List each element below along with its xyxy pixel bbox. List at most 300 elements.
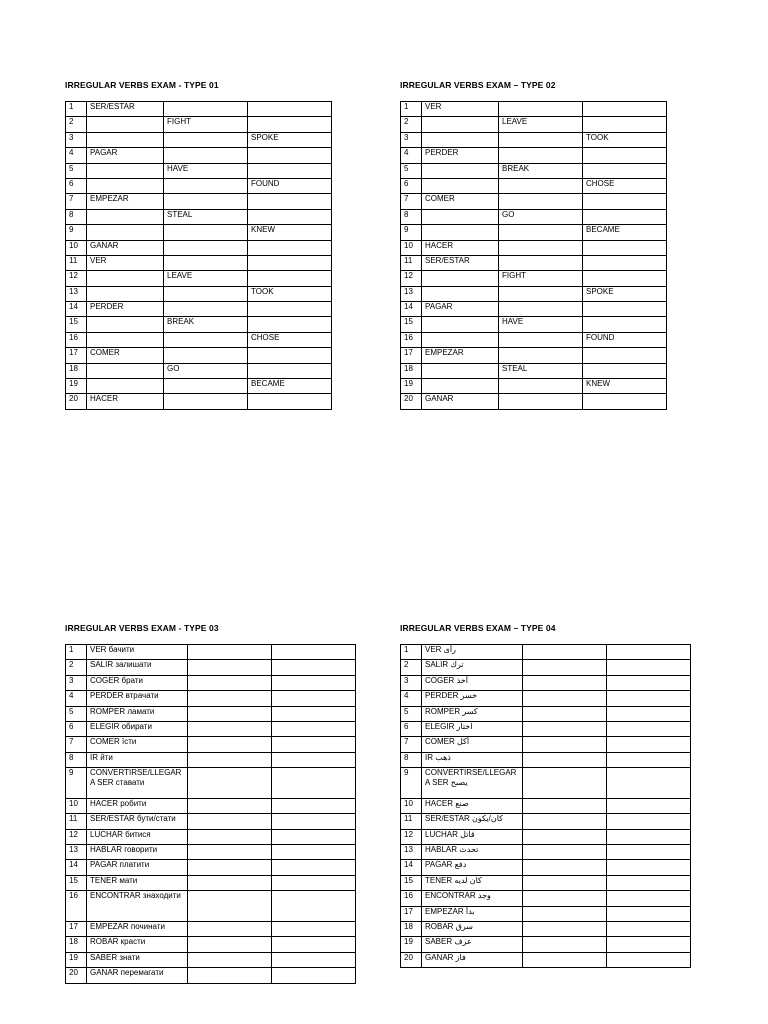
table-row [66, 271, 332, 286]
past-participle-cell [583, 102, 667, 117]
past-simple-cell [188, 952, 272, 967]
past-participle-cell [583, 148, 667, 163]
spanish-verb-cell: ENCONTRAR знаходити [87, 891, 188, 922]
past-simple-cell [188, 768, 272, 799]
spanish-verb-cell: PAGAR платити [87, 860, 188, 875]
spanish-verb-cell: SER/ESTAR [422, 255, 499, 270]
spanish-verb-cell: ELEGIR اختار [422, 721, 523, 736]
past-participle-cell [583, 317, 667, 332]
spanish-verb-cell: ROMPER ламати [87, 706, 188, 721]
row-number-cell: 5 [66, 706, 87, 721]
past-simple-cell [164, 148, 248, 163]
past-simple-cell [523, 691, 607, 706]
past-participle-cell: CHOSE [583, 178, 667, 193]
spanish-verb-cell: GANAR [422, 394, 499, 409]
past-participle-cell [583, 209, 667, 224]
table-row [66, 937, 356, 952]
spanish-verb-cell [422, 332, 499, 347]
table-row [66, 379, 332, 394]
past-participle-cell [607, 737, 691, 752]
row-number-cell: 15 [66, 875, 87, 890]
spanish-verb-cell: EMPEZAR بدأ [422, 906, 523, 921]
row-number-cell: 3 [66, 132, 87, 147]
spanish-verb-cell: SER/ESTAR كان/يكون [422, 814, 523, 829]
table-row [66, 675, 356, 690]
table-row [66, 194, 332, 209]
exam-title: IRREGULAR VERBS EXAM - TYPE 03 [65, 623, 219, 633]
row-number-cell: 9 [66, 768, 87, 799]
past-simple-cell [523, 891, 607, 906]
spanish-verb-cell: IR ذهب [422, 752, 523, 767]
row-number-cell: 12 [66, 829, 87, 844]
row-number-cell: 18 [401, 922, 422, 937]
table-row [401, 814, 691, 829]
table-row [401, 768, 691, 799]
table-row [401, 132, 667, 147]
table-row [401, 922, 691, 937]
row-number-cell: 11 [66, 255, 87, 270]
table-row [66, 829, 356, 844]
row-number-cell: 3 [66, 675, 87, 690]
verbs-table [65, 644, 356, 984]
past-participle-cell [272, 814, 356, 829]
past-participle-cell [272, 737, 356, 752]
table-row [401, 721, 691, 736]
past-simple-cell [188, 675, 272, 690]
row-number-cell: 7 [66, 737, 87, 752]
row-number-cell: 13 [66, 286, 87, 301]
spanish-verb-cell: HABLAR говорити [87, 845, 188, 860]
past-simple-cell [164, 102, 248, 117]
past-simple-cell [188, 721, 272, 736]
spanish-verb-cell [87, 117, 164, 132]
table-row [66, 737, 356, 752]
past-simple-cell [164, 240, 248, 255]
row-number-cell: 18 [66, 937, 87, 952]
spanish-verb-cell: LUCHAR битися [87, 829, 188, 844]
past-participle-cell [248, 348, 332, 363]
spanish-verb-cell [87, 178, 164, 193]
past-simple-cell [499, 148, 583, 163]
table-row [401, 829, 691, 844]
table-row [66, 209, 332, 224]
verbs-table [65, 101, 332, 410]
row-number-cell: 5 [401, 706, 422, 721]
past-participle-cell: TOOK [248, 286, 332, 301]
past-simple-cell [499, 286, 583, 301]
spanish-verb-cell: COGER брати [87, 675, 188, 690]
past-participle-cell [607, 922, 691, 937]
table-row [66, 814, 356, 829]
table-row [401, 691, 691, 706]
past-participle-cell [607, 845, 691, 860]
spanish-verb-cell: PERDER خسر [422, 691, 523, 706]
row-number-cell: 10 [401, 798, 422, 813]
table-row [401, 225, 667, 240]
past-participle-cell [583, 255, 667, 270]
spanish-verb-cell [87, 363, 164, 378]
past-simple-cell [523, 737, 607, 752]
spanish-verb-cell: COMER їсти [87, 737, 188, 752]
spanish-verb-cell [422, 117, 499, 132]
row-number-cell: 4 [401, 691, 422, 706]
row-number-cell: 8 [66, 209, 87, 224]
past-participle-cell [248, 271, 332, 286]
past-simple-cell [499, 178, 583, 193]
table-row [66, 225, 332, 240]
past-participle-cell [272, 891, 356, 922]
past-participle-cell [607, 645, 691, 660]
table-row [66, 645, 356, 660]
past-participle-cell [272, 798, 356, 813]
row-number-cell: 13 [401, 286, 422, 301]
past-simple-cell [523, 675, 607, 690]
exam-type-03 [65, 622, 356, 984]
past-participle-cell [583, 240, 667, 255]
row-number-cell: 7 [401, 194, 422, 209]
spanish-verb-cell: PERDER втрачати [87, 691, 188, 706]
past-participle-cell: KNEW [583, 379, 667, 394]
past-participle-cell [272, 968, 356, 983]
past-simple-cell: BREAK [164, 317, 248, 332]
past-simple-cell [499, 348, 583, 363]
row-number-cell: 3 [401, 132, 422, 147]
table-row [66, 102, 332, 117]
past-participle-cell [248, 102, 332, 117]
spanish-verb-cell: SABER عرف [422, 937, 523, 952]
past-simple-cell [499, 379, 583, 394]
past-participle-cell: SPOKE [583, 286, 667, 301]
past-simple-cell [523, 845, 607, 860]
table-row [66, 348, 332, 363]
row-number-cell: 10 [66, 798, 87, 813]
table-row [401, 102, 667, 117]
row-number-cell: 1 [401, 645, 422, 660]
table-row [401, 394, 667, 409]
spanish-verb-cell [87, 379, 164, 394]
row-number-cell: 19 [66, 379, 87, 394]
table-row [401, 891, 691, 906]
table-row [401, 952, 691, 967]
table-row [66, 286, 332, 301]
spanish-verb-cell: HACER [422, 240, 499, 255]
row-number-cell: 18 [66, 363, 87, 378]
table-row [66, 163, 332, 178]
spanish-verb-cell: SALIR залишати [87, 660, 188, 675]
spanish-verb-cell: EMPEZAR починати [87, 922, 188, 937]
table-row [401, 752, 691, 767]
table-row [401, 875, 691, 890]
row-number-cell: 13 [401, 845, 422, 860]
spanish-verb-cell: CONVERTIRSE/LLEGAR A SER يصبح [422, 768, 523, 799]
spanish-verb-cell [87, 209, 164, 224]
spanish-verb-cell: SER/ESTAR [87, 102, 164, 117]
table-row [401, 675, 691, 690]
past-participle-cell [248, 317, 332, 332]
table-row [66, 706, 356, 721]
spanish-verb-cell: CONVERTIRSE/LLEGAR A SER ставати [87, 768, 188, 799]
row-number-cell: 2 [401, 117, 422, 132]
table-row [401, 937, 691, 952]
table-row [66, 798, 356, 813]
past-simple-cell [523, 798, 607, 813]
past-participle-cell [248, 194, 332, 209]
table-row [66, 660, 356, 675]
past-participle-cell [583, 163, 667, 178]
past-participle-cell [272, 752, 356, 767]
table-row [66, 148, 332, 163]
past-simple-cell [523, 645, 607, 660]
past-participle-cell [607, 875, 691, 890]
past-participle-cell [272, 937, 356, 952]
past-simple-cell [164, 255, 248, 270]
table-row [401, 363, 667, 378]
past-simple-cell [188, 798, 272, 813]
row-number-cell: 5 [66, 163, 87, 178]
past-simple-cell [499, 302, 583, 317]
table-row [401, 737, 691, 752]
past-simple-cell [523, 768, 607, 799]
row-number-cell: 13 [66, 845, 87, 860]
past-simple-cell [188, 968, 272, 983]
past-participle-cell [583, 348, 667, 363]
past-simple-cell [164, 348, 248, 363]
exam-type-01 [65, 79, 332, 410]
table-row [401, 302, 667, 317]
past-participle-cell [248, 302, 332, 317]
past-participle-cell [607, 721, 691, 736]
past-participle-cell [272, 691, 356, 706]
past-participle-cell [607, 706, 691, 721]
past-participle-cell: KNEW [248, 225, 332, 240]
spanish-verb-cell: VER [87, 255, 164, 270]
row-number-cell: 11 [401, 814, 422, 829]
past-participle-cell [248, 363, 332, 378]
spanish-verb-cell: PERDER [87, 302, 164, 317]
spanish-verb-cell [422, 363, 499, 378]
spanish-verb-cell [422, 163, 499, 178]
exam-title: IRREGULAR VERBS EXAM – TYPE 04 [400, 623, 556, 633]
past-simple-cell [188, 737, 272, 752]
table-row [66, 255, 332, 270]
past-simple-cell: LEAVE [164, 271, 248, 286]
table-row [66, 952, 356, 967]
past-simple-cell [499, 240, 583, 255]
past-participle-cell [583, 363, 667, 378]
past-simple-cell [164, 302, 248, 317]
spanish-verb-cell: COMER [87, 348, 164, 363]
spanish-verb-cell: ELEGIR обирати [87, 721, 188, 736]
table-row [401, 379, 667, 394]
past-participle-cell [272, 660, 356, 675]
past-participle-cell [272, 675, 356, 690]
past-simple-cell [164, 332, 248, 347]
past-simple-cell: LEAVE [499, 117, 583, 132]
past-simple-cell [499, 225, 583, 240]
past-simple-cell [188, 691, 272, 706]
table-row [66, 117, 332, 132]
past-simple-cell [523, 721, 607, 736]
row-number-cell: 20 [66, 968, 87, 983]
spanish-verb-cell: VER [422, 102, 499, 117]
past-participle-cell [607, 829, 691, 844]
row-number-cell: 15 [401, 317, 422, 332]
row-number-cell: 19 [401, 379, 422, 394]
past-simple-cell [164, 194, 248, 209]
past-simple-cell [164, 132, 248, 147]
spanish-verb-cell: PAGAR دفع [422, 860, 523, 875]
spanish-verb-cell: COGER أخذ [422, 675, 523, 690]
row-number-cell: 16 [401, 332, 422, 347]
table-row [66, 317, 332, 332]
past-simple-cell [188, 645, 272, 660]
table-row [401, 660, 691, 675]
row-number-cell: 7 [66, 194, 87, 209]
past-simple-cell [164, 178, 248, 193]
past-simple-cell [188, 937, 272, 952]
past-participle-cell [248, 148, 332, 163]
row-number-cell: 16 [66, 332, 87, 347]
past-participle-cell [248, 163, 332, 178]
past-participle-cell [583, 302, 667, 317]
past-participle-cell: TOOK [583, 132, 667, 147]
row-number-cell: 17 [66, 348, 87, 363]
spanish-verb-cell: TENER мати [87, 875, 188, 890]
past-simple-cell [188, 845, 272, 860]
row-number-cell: 2 [66, 660, 87, 675]
row-number-cell: 19 [401, 937, 422, 952]
table-row [66, 891, 356, 922]
table-row [66, 132, 332, 147]
past-participle-cell [248, 117, 332, 132]
row-number-cell: 8 [66, 752, 87, 767]
table-row [66, 968, 356, 983]
table-row [66, 860, 356, 875]
past-simple-cell [499, 132, 583, 147]
past-simple-cell [188, 814, 272, 829]
spanish-verb-cell: ROBAR красти [87, 937, 188, 952]
past-simple-cell: STEAL [499, 363, 583, 378]
row-number-cell: 4 [66, 148, 87, 163]
past-participle-cell [607, 814, 691, 829]
spanish-verb-cell: GANAR [87, 240, 164, 255]
past-simple-cell [188, 752, 272, 767]
past-participle-cell [272, 845, 356, 860]
past-simple-cell: HAVE [164, 163, 248, 178]
table-row [401, 332, 667, 347]
verbs-table [400, 644, 691, 968]
past-simple-cell [523, 952, 607, 967]
past-participle-cell [583, 394, 667, 409]
row-number-cell: 20 [401, 394, 422, 409]
past-simple-cell: GO [499, 209, 583, 224]
row-number-cell: 6 [66, 721, 87, 736]
past-participle-cell [607, 906, 691, 921]
past-participle-cell [607, 860, 691, 875]
row-number-cell: 16 [401, 891, 422, 906]
past-simple-cell [523, 829, 607, 844]
table-row [401, 645, 691, 660]
exam-title: IRREGULAR VERBS EXAM - TYPE 01 [65, 80, 219, 90]
exam-type-02 [400, 79, 667, 410]
table-row [401, 845, 691, 860]
past-participle-cell: FOUND [248, 178, 332, 193]
spanish-verb-cell: GANAR فاز [422, 952, 523, 967]
row-number-cell: 6 [401, 721, 422, 736]
table-row [66, 691, 356, 706]
exam-type-04 [400, 622, 691, 968]
past-participle-cell [607, 660, 691, 675]
spanish-verb-cell: HACER [87, 394, 164, 409]
past-participle-cell [272, 645, 356, 660]
table-row [401, 209, 667, 224]
past-participle-cell: BECAME [583, 225, 667, 240]
row-number-cell: 12 [401, 829, 422, 844]
row-number-cell: 1 [66, 645, 87, 660]
past-participle-cell [248, 255, 332, 270]
spanish-verb-cell [422, 225, 499, 240]
spanish-verb-cell: PAGAR [87, 148, 164, 163]
spanish-verb-cell [87, 163, 164, 178]
row-number-cell: 9 [66, 225, 87, 240]
past-participle-cell [607, 952, 691, 967]
row-number-cell: 17 [401, 348, 422, 363]
spanish-verb-cell [422, 132, 499, 147]
past-participle-cell [583, 117, 667, 132]
past-participle-cell: SPOKE [248, 132, 332, 147]
table-row [66, 768, 356, 799]
past-simple-cell: GO [164, 363, 248, 378]
past-participle-cell [607, 675, 691, 690]
spanish-verb-cell: COMER أكل [422, 737, 523, 752]
spanish-verb-cell [87, 286, 164, 301]
table-row [401, 178, 667, 193]
past-simple-cell [523, 706, 607, 721]
table-row [401, 286, 667, 301]
spanish-verb-cell: HACER صنع [422, 798, 523, 813]
past-participle-cell [272, 829, 356, 844]
table-row [66, 394, 332, 409]
past-participle-cell [272, 706, 356, 721]
past-participle-cell: FOUND [583, 332, 667, 347]
table-row [401, 706, 691, 721]
past-participle-cell [272, 922, 356, 937]
spanish-verb-cell: HACER робити [87, 798, 188, 813]
row-number-cell: 4 [66, 691, 87, 706]
past-simple-cell [499, 102, 583, 117]
row-number-cell: 10 [66, 240, 87, 255]
past-participle-cell [607, 691, 691, 706]
spanish-verb-cell [422, 271, 499, 286]
spanish-verb-cell: ENCONTRAR وجد [422, 891, 523, 906]
table-row [401, 240, 667, 255]
spanish-verb-cell [87, 332, 164, 347]
row-number-cell: 16 [66, 891, 87, 922]
past-simple-cell [499, 194, 583, 209]
row-number-cell: 14 [401, 860, 422, 875]
row-number-cell: 20 [66, 394, 87, 409]
row-number-cell: 11 [401, 255, 422, 270]
spanish-verb-cell [422, 286, 499, 301]
table-row [401, 348, 667, 363]
past-participle-cell [607, 937, 691, 952]
spanish-verb-cell [87, 317, 164, 332]
verbs-table [400, 101, 667, 410]
table-row [401, 906, 691, 921]
spanish-verb-cell: TENER كان لديه [422, 875, 523, 890]
spanish-verb-cell: EMPEZAR [422, 348, 499, 363]
past-simple-cell [523, 906, 607, 921]
